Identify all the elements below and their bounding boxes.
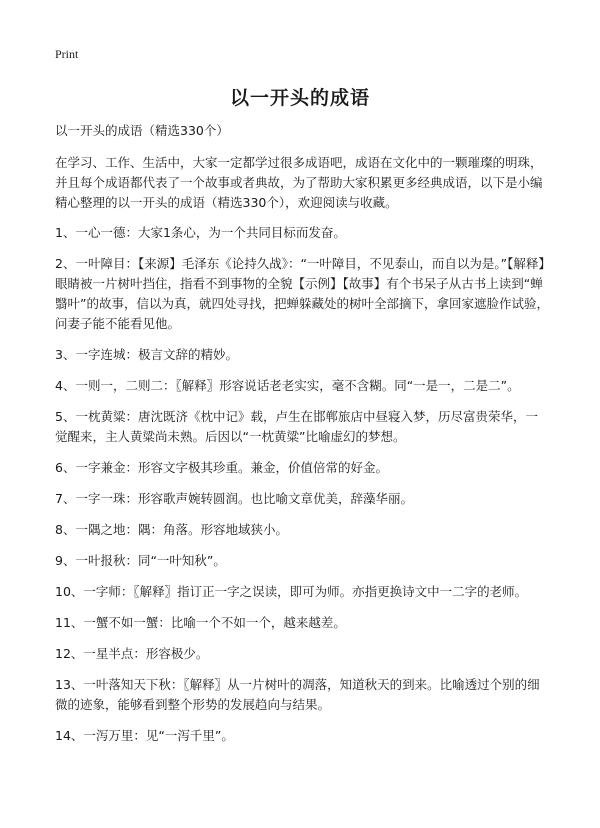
idiom-item-6: 6、一字兼金：形容文字极其珍重。兼金，价值倍常的好金。 (55, 460, 388, 475)
idiom-item-11: 11、一蟹不如一蟹：比喻一个不如一个，越来越差。 (55, 615, 346, 630)
page-title: 以一开头的成语 (229, 87, 370, 109)
idiom-item-12: 12、一星半点：形容极少。 (55, 646, 209, 661)
article-body (55, 121, 549, 757)
idiom-item-14: 14、一泻万里：见“一泻千里”。 (55, 728, 234, 743)
idiom-item-5: 5、一枕黄粱：唐沈既济《枕中记》载，卢生在邯郸旅店中昼寝入梦，历尽富贵荣华，一觉醒来，主人黄粱尚未熟。后因以“一枕黄粱”比喻虚幻的梦想。 (55, 409, 538, 444)
idiom-item-8: 8、一隅之地：隅：角落。形容地域狭小。 (55, 522, 288, 537)
print-link[interactable]: Print (55, 47, 79, 61)
article-subtitle: 以一开头的成语（精选330个） (55, 123, 229, 138)
idiom-item-3: 3、一字连城：极言文辞的精妙。 (55, 347, 238, 362)
idiom-item-9: 9、一叶报秋：同“一叶知秋”。 (55, 553, 226, 568)
intro-paragraph: 在学习、工作、生活中，大家一定都学过很多成语吧，成语在文化中的一颗璀璨的明珠，并且每个成语都代表了一个故事或者典故，为了帮助大家积累更多经典成语，以下是小编精心整理的以一开头的成语（精选330个），欢迎阅读与收藏。 (55, 155, 543, 210)
idiom-item-13: 13、一叶落知天下秋：〖解释〗从一片树叶的凋落，知道秋天的到来。比喻透过个别的细微的迹象，能够看到整个形势的发展趋向与结果。 (55, 677, 540, 712)
idiom-item-2: 2、一叶障目：【来源】毛泽东《论持久战》：“一叶障目，不见泰山，而自以为是。”【解释】眼睛被一片树叶挡住，指看不到事物的全貌【示例】【故事】有个书呆子从古书上读到“蝉翳叶”的故事，信以为真，就四处寻找，把蝉躲藏处的树叶全部摘下，拿回家遮脸作试验，问妻子能不能看见他。 (55, 256, 549, 331)
idiom-item-7: 7、一字一珠：形容歌声婉转圆润。也比喻文章优美，辞藻华丽。 (55, 491, 413, 506)
idiom-item-10: 10、一字师：〖解释〗指订正一字之误读，即可为师。亦指更换诗文中一二字的老师。 (55, 584, 528, 599)
idiom-item-1: 1、一心一德：大家1条心，为一个共同目标而发奋。 (55, 225, 346, 240)
idiom-item-4: 4、一则一，二则二：〖解释〗形容说话老老实实，毫不含糊。同“一是一，二是二”。 (55, 378, 520, 393)
